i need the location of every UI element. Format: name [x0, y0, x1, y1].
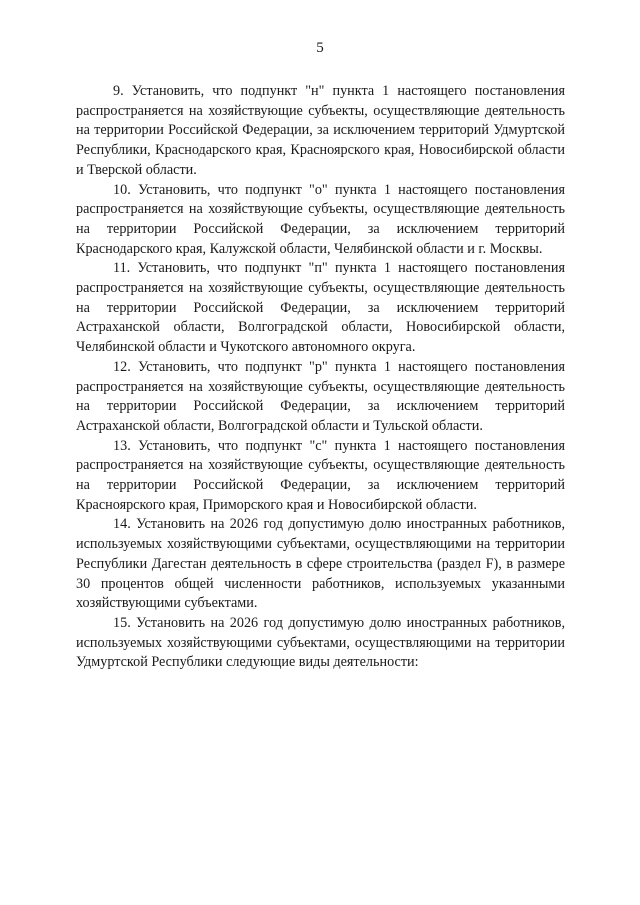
paragraph-10: 10. Установить, что подпункт "о" пункта 1 настоящего постановления распространяется на хозяйствующие субъекты, осуществляющие деятельность на территории Российской Федерации, за исключением территорий Краснодарского края, Калужской области, Челябинской области и г. Москвы. — [76, 181, 565, 257]
paragraph-12: 12. Установить, что подпункт "р" пункта 1 настоящего постановления распространяется на хозяйствующие субъекты, осуществляющие деятельность на территории Российской Федерации, за исключением территорий Астраханской области, Волгоградской области и Тульской области. — [76, 358, 565, 434]
page-number: 5 — [316, 40, 324, 56]
paragraph-14: 14. Установить на 2026 год допустимую долю иностранных работников, используемых хозяйствующими субъектами, осуществляющими на территории Республики Дагестан деятельность в сфере строительства (раздел F), в размере 30 процентов общей численности работников, используемых указанными хозяйствующими субъектами. — [76, 516, 565, 612]
document-body — [76, 82, 565, 673]
paragraph-15: 15. Установить на 2026 год допустимую долю иностранных работников, используемых хозяйствующими субъектами, осуществляющими на территории Удмуртской Республики следующие виды деятельности: — [76, 614, 565, 671]
paragraph-9: 9. Установить, что подпункт "н" пункта 1 настоящего постановления распространяется на хозяйствующие субъекты, осуществляющие деятельность на территории Российской Федерации, за исключением территорий Удмуртской Республики, Краснодарского края, Красноярского края, Новосибирской области и Тверской области. — [76, 83, 565, 178]
paragraph-13: 13. Установить, что подпункт "с" пункта 1 настоящего постановления распространяется на хозяйствующие субъекты, осуществляющие деятельность на территории Российской Федерации, за исключением территорий Красноярского края, Приморского края и Новосибирской области. — [76, 437, 565, 513]
paragraph-11: 11. Установить, что подпункт "п" пункта 1 настоящего постановления распространяется на хозяйствующие субъекты, осуществляющие деятельность на территории Российской Федерации, за исключением территорий Астраханской области, Волгоградской области, Новосибирской области, Челябинской области и Чукотского автономного округа. — [76, 260, 565, 356]
